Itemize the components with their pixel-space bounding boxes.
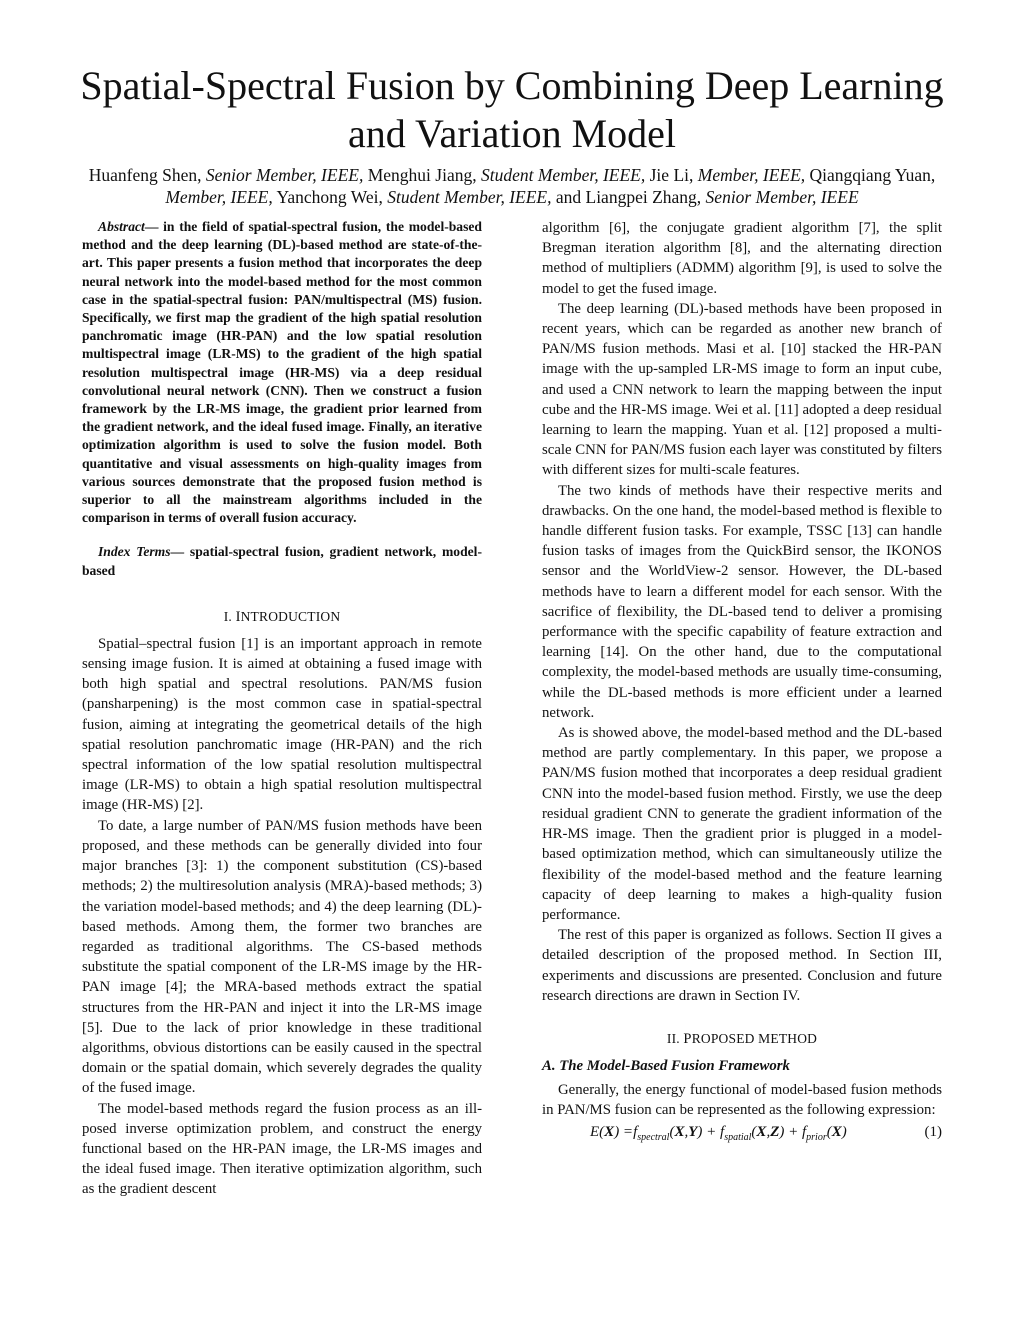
section-number: II.	[666, 1030, 684, 1046]
author-role: Senior Member, IEEE,	[205, 165, 364, 185]
index-terms-text: spatial-spectral fusion, gradient network, model-based	[82, 544, 482, 578]
section-heading-proposed-method	[542, 1030, 942, 1048]
author-name: and Liangpei Zhang,	[555, 187, 702, 207]
section-initial: P	[683, 1030, 692, 1047]
section-title-rest: NTRODUCTION	[240, 608, 341, 624]
author-name: Menghui Jiang,	[367, 165, 477, 185]
paragraph: As is showed above, the model-based method and the DL-based method are partly complementary. In this paper, we propose a PAN/MS fusion mothed that incorporates a deep residual gradient CNN into the model-based fusion method. Firstly, we use the deep residual gradient CNN to generate the gradient information of the HR-MS image. Then the gradient prior is plugged in a model-based optimization method, which can simultaneously utilize the flexibility of the model-based method and the feature learning capacity of deep learning to makes a high-quality fusion performance.	[542, 725, 942, 923]
paragraph: The deep learning (DL)-based methods have been proposed in recent years, which can be regarded as another new branch of PAN/MS fusion methods. Masi et al. [10] stacked the HR-PAN image with the up-sampled LR-MS image to form an input cube, and used a CNN network to learn the mapping between the input cube and the HR-MS image. Wei et al. [11] adopted a deep residual learning to learn the mapping. Yuan et al. [12] proposed a multi-scale CNN for PAN/MS fusion each layer was constituted by filters with different sizes for multi-scale features.	[542, 300, 942, 479]
author-role: Senior Member, IEEE	[705, 187, 859, 207]
author-name: Qiangqiang Yuan,	[809, 165, 936, 185]
paper-title: Spatial-Spectral Fusion by Combining Deep Learning and Variation Model	[80, 63, 944, 156]
section-heading-introduction	[82, 608, 482, 626]
index-terms	[82, 543, 482, 579]
paragraph: The rest of this paper is organized as follows. Section II gives a detailed description of the proposed method. In Section III, experiments and discussions are presented. Conclusion and future research directions are drawn in Section IV.	[542, 927, 942, 1004]
paragraph: algorithm [6], the conjugate gradient algorithm [7], the split Bregman iteration algorithm [8], and the alternating direction method of multipliers (ADMM) algorithm [9], is used to solve the model to get the fused image.	[542, 220, 942, 297]
author-name: Yanchong Wei,	[276, 187, 383, 207]
equation-number: (1)	[924, 1124, 942, 1141]
abstract-dash: —	[144, 219, 159, 234]
paragraph: To date, a large number of PAN/MS fusion methods have been proposed, and these methods can be generally divided into four major branches [3]: 1) the component substitution (CS)-based methods; 2) the multiresolution analysis (MRA)-based methods; 3) the variation model-based methods; and 4) the deep learning (DL)-based methods. Among them, the former two branches are regarded as traditional algorithms. The CS-based methods substitute the spatial component of the LR-MS image by the HR-PAN image [4]; the MRA-based methods extract the spatial structures from the HR-PAN and inject it into the LR-MS image [5]. Due to the lack of prior knowledge in these traditional algorithms, obvious distortions can be easily caused in the spectral domain or the spatial domain, which severely degrades the quality of the fused image.	[82, 817, 482, 1097]
author-role: Member, IEEE,	[697, 165, 806, 185]
section-initial: I	[235, 608, 241, 625]
author-role: Member, IEEE,	[165, 187, 273, 207]
equation-1	[542, 1120, 942, 1144]
index-terms-label: Index Terms	[98, 544, 171, 560]
subsection-heading: A. The Model-Based Fusion Framework	[542, 1057, 790, 1074]
right-column	[542, 218, 942, 1144]
author-list	[70, 164, 954, 208]
author-role: Student Member, IEEE,	[480, 165, 646, 185]
abstract-text: in the field of spatial-spectral fusion, the model-based method and the deep learning (DL)-based method are state-of-the-art. This paper presents a fusion method that incorporates the deep neural network into the model-based method for the most common case in the spatial-spectral fusion: PAN/multispectral (MS) fusion. Specifically, we first map the gradient of the high spatial resolution panchromatic image (HR-PAN) and the low spatial resolution multispectral image (LR-MS) to the gradient of the high spatial resolution multispectral image (HR-MS) via a deep residual convolutional neural network (CNN). Then we construct a fusion framework by the LR-MS image, the gradient prior learned from the gradient network, and the ideal fused image. Finally, an iterative optimization algorithm is used to solve the fusion model. Both quantitative and visual assessments on high-quality images from various sources demonstrate that the proposed fusion method is superior to all the mainstream algorithms included in the comparison in terms of overall fusion accuracy.	[82, 219, 482, 526]
abstract	[82, 218, 482, 527]
equation-expression: $E(X) =f_{spectral}(X,Y) + f_{spatial}(X,Z) + f_{prior}(X)$	[590, 1124, 847, 1144]
paragraph: The model-based methods regard the fusion process as an ill-posed inverse optimization problem, and construct the energy functional based on the HR-PAN image, the LR-MS images and the ideal fused image. Then iterative optimization algorithm, such as the gradient descent	[82, 1100, 482, 1198]
paragraph: The two kinds of methods have their respective merits and drawbacks. On the one hand, the model-based method is flexible to handle different fusion tasks. For example, TSSC [13] can handle fusion tasks of images from the QuickBird sensor, the IKONOS sensor and the WorldView-2 sensor. However, the DL-based methods have to learn a different model for each sensor. With the sacrifice of flexibility, the DL-based tend to deliver a promising performance with the specific capability of feature extraction and learning [14]. On the other hand, due to the computational complexity, the model-based methods are usually time-consuming, while the DL-based methods is more efficient under a learned network.	[542, 482, 942, 721]
paragraph: Generally, the energy functional of model-based fusion methods in PAN/MS fusion can be represented as the following expression:	[542, 1081, 942, 1119]
abstract-label: Abstract	[98, 219, 145, 234]
author-name: Huanfeng Shen,	[88, 165, 202, 185]
left-column	[82, 218, 482, 1200]
paragraph: Spatial–spectral fusion [1] is an important approach in remote sensing image fusion. It is aimed at obtaining a fused image with both high spatial and spectral resolutions. PAN/MS fusion (pansharpening) is the most common case in spatial-spectral fusion, aiming at integrating the geometrical details of the high spatial resolution panchromatic image (HR-PAN) and the rich spectral information of the low spatial resolution multispectral image (LR-MS) to obtain a high spatial resolution multispectral image (HR-MS) [2].	[82, 635, 482, 814]
author-name: Jie Li,	[649, 165, 694, 185]
author-role: Student Member, IEEE,	[387, 187, 552, 207]
section-number: I.	[223, 608, 236, 624]
index-terms-dash: —	[170, 544, 185, 560]
section-title-rest: ROPOSED METHOD	[691, 1030, 818, 1046]
